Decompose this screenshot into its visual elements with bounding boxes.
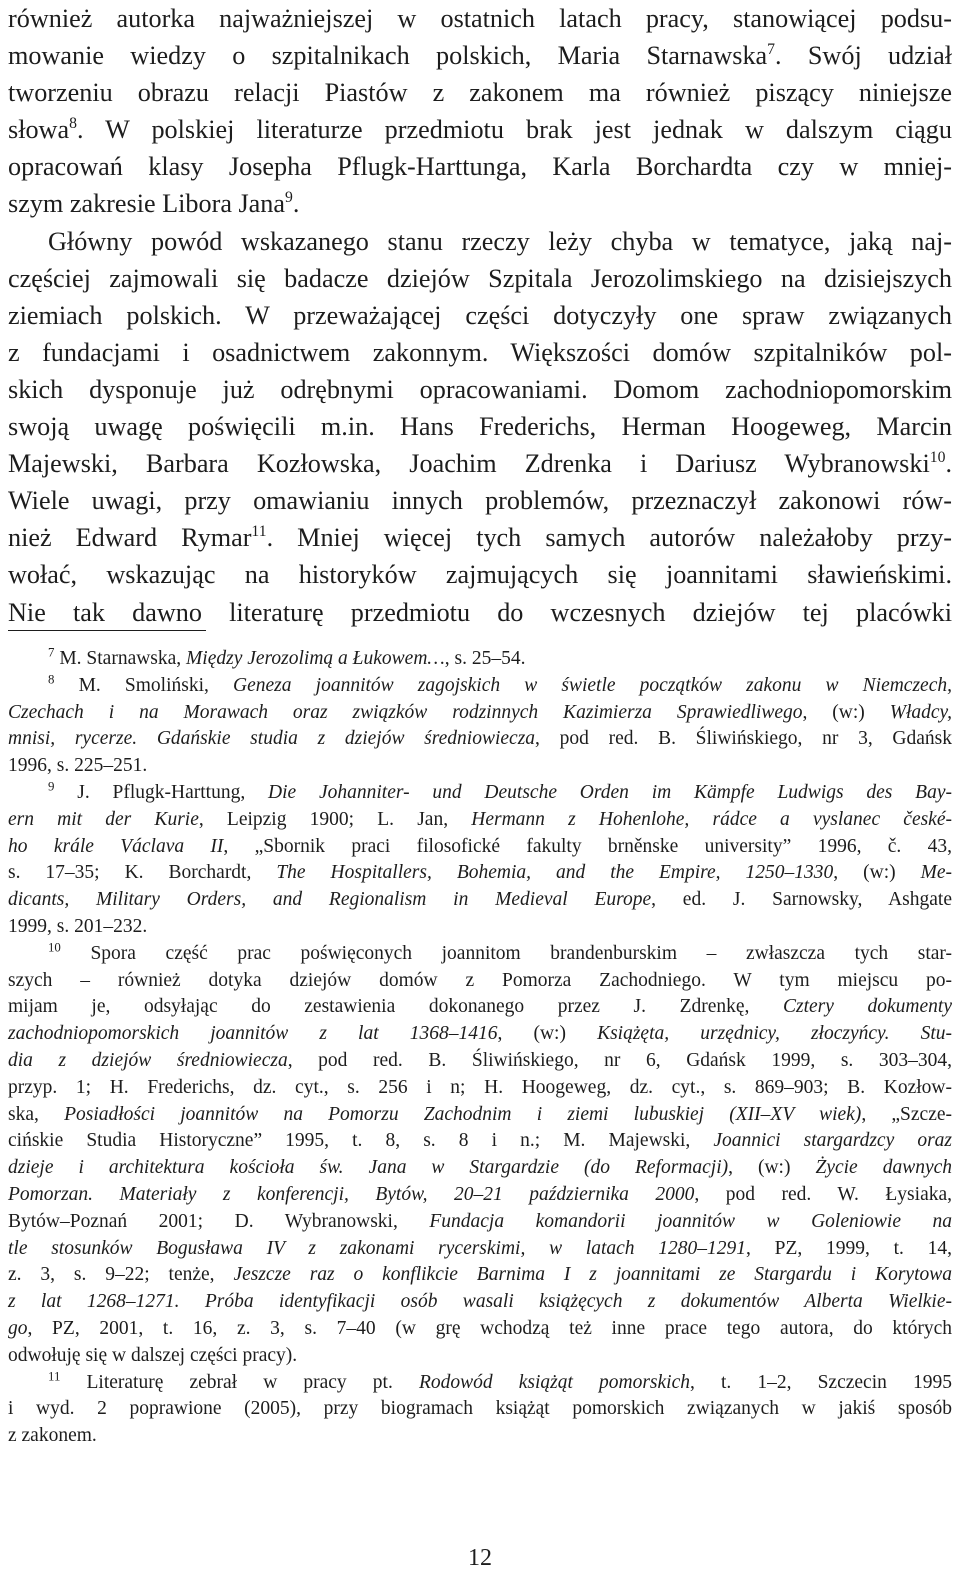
footnote-line: i wyd. 2 poprawione (2005), przy biogramach książąt pomorskich związanych w jakiś sposób: [8, 1398, 952, 1420]
footnote-reference: 10: [929, 448, 946, 466]
body-line: mowanie wiedzy o szpitalnikach polskich, Maria Starnawska$^7$. Swój udział: [8, 40, 952, 71]
body-line: Wiele uwagi, przy omawianiu innych problemów, przeznaczył zakonowi rów-: [8, 486, 952, 516]
footnote-line: zachodniopomorskich joannitów z lat 1368–1416, (w:) Książęta, urzędnicy, złoczyńcy. Stu-: [8, 1023, 952, 1045]
footnote-line: ho krále Václava II, „Sbornik praci filosofické fakulty brněnske university” 1996, č. 43,: [8, 835, 952, 857]
footnote-line: dia z dziejów średniowiecza, pod red. B. Śliwińskiego, nr 6, Gdańsk 1999, s. 303–304,: [8, 1049, 953, 1071]
footnote-line: 1996, s. 225–251.: [8, 755, 148, 777]
footnote-line: Pomorzan. Materiały z konferencji, Bytów, 20–21 października 2000, pod red. W. Łysiaka,: [8, 1183, 952, 1205]
footnote-line: odwołuję się w dalszej części pracy).: [8, 1344, 298, 1366]
body-line: wołać, wskazując na historyków zajmujących się joannitami sławieńskimi.: [8, 560, 952, 590]
footnote-line: dicants, Military Orders, and Regionalism in Medieval Europe, ed. J. Sarnowsky, Ashgate: [8, 889, 952, 911]
body-line: Nie tak dawno literaturę przedmiotu do wczesnych dziejów tej placówki: [8, 597, 952, 627]
footnote-line: mijam je, odsyłając do zestawienia dokonanego przez J. Zdrenkę, Cztery dokumenty: [8, 996, 952, 1018]
footnote-line: $^{10}$ Spora część prac poświęconych joannitom brandenburskim – zwłaszcza tych star-: [48, 940, 952, 964]
body-line: Majewski, Barbara Kozłowska, Joachim Zdrenka i Dariusz Wybranowski$^{10}$.: [8, 448, 952, 479]
footnote-line: z zakonem.: [8, 1425, 97, 1447]
footnote-line: z. 3, s. 9–22; tenże, Jeszcze raz o konflikcie Barnima I z joannitami ze Stargardu i Korytowa: [8, 1264, 952, 1286]
footnote-separator: [8, 630, 206, 631]
body-line: Główny powód wskazanego stanu rzeczy leży chyba w tematyce, jaką naj-: [48, 226, 952, 256]
body-line: słowa$^8$. W polskiej literaturze przedmiotu brak jest jednak w dalszym ciągu: [8, 114, 952, 145]
body-line: nież Edward Rymar$^{11}$. Mniej więcej tych samych autorów należałoby przy-: [8, 522, 953, 553]
footnote-reference: 7: [767, 40, 776, 58]
footnote-line: ern mit der Kurie, Leipzig 1900; L. Jan, Hermann z Hohenlohe, rádce a vyslanec české-: [8, 808, 952, 830]
footnote-line: cińskie Studia Historyczne” 1995, t. 8, s. 8 i n.; M. Majewski, Joannici stargardzcy oraz: [8, 1130, 952, 1152]
footnote-reference: 9: [285, 188, 293, 206]
body-line: szym zakresie Libora Jana$^9$.: [8, 188, 300, 219]
document-page: [8, 0, 952, 1582]
footnote-line: dzieje i architektura kościoła św. Jana w Stargardzie (do Reformacji), (w:) Życie dawnych: [8, 1157, 953, 1179]
footnotes: [8, 646, 952, 1450]
footnote-line: 1999, s. 201–232.: [8, 915, 148, 937]
body-line: częściej zajmowali się badacze dziejów Szpitala Jerozolimskiego na dzisiejszych: [8, 263, 952, 293]
footnote-line: Bytów–Poznań 2001; D. Wybranowski, Fundacja komandorii joannitów w Goleniowie na: [8, 1210, 952, 1232]
footnote-line: ska, Posiadłości joannitów na Pomorzu Zachodnim i ziemi lubuskiej (XII–XV wiek), „Szcze-: [8, 1103, 952, 1125]
body-line: tworzeniu obrazu relacji Piastów z zakonem ma również piszący niniejsze: [8, 78, 952, 108]
body-line: skich dysponuje już odrębnymi opracowaniami. Domom zachodniopomorskim: [8, 374, 952, 404]
page-number: 12: [468, 1545, 492, 1571]
main-text: [8, 0, 952, 631]
footnote-line: $^7$ M. Starnawska, Między Jerozolimą a Łukowem…, s. 25–54.: [48, 645, 526, 669]
body-line: swoją uwagę poświęcili m.in. Hans Frederichs, Herman Hoogeweg, Marcin: [8, 412, 952, 442]
footnote-line: z lat 1268–1271. Próba identyfikacji osób wasali książęcych z dokumentów Alberta Wielkie-: [8, 1291, 952, 1313]
footnote-line: $^8$ M. Smoliński, Geneza joannitów zagojskich w świetle początków zakonu w Niemczech,: [48, 672, 952, 696]
body-line: opracowań klasy Josepha Pflugk-Harttunga, Karla Borchardta czy w mniej-: [8, 152, 952, 182]
footnote-line: go, PZ, 2001, t. 16, z. 3, s. 7–40 (w grę wchodzą też inne prace tego autora, do których: [8, 1317, 952, 1339]
body-line: z fundacjami i osadnictwem zakonnym. Większości domów szpitalników pol-: [8, 337, 952, 367]
footnote-line: $^9$ J. Pflugk-Harttung, Die Johanniter- und Deutsche Orden im Kämpfe Ludwigs des Bay-: [48, 779, 952, 803]
body-line: ziemiach polskich. W przeważającej części dotyczyły one spraw związanych: [8, 300, 952, 330]
footnote-line: tle stosunków Bogusława IV z zakonami rycerskimi, w latach 1280–1291, PZ, 1999, t. 14,: [8, 1237, 952, 1259]
footnote-line: $^{11}$ Literaturę zebrał w pracy pt. Rodowód książąt pomorskich, t. 1–2, Szczecin 1995: [48, 1369, 952, 1393]
body-line: również autorka najważniejszej w ostatnich latach pracy, stanowiącej podsu-: [8, 4, 952, 33]
footnote-line: Czechach i na Morawach oraz związków rodzinnych Kazimierza Sprawiedliwego, (w:) Władcy,: [8, 701, 952, 723]
footnote-reference: 8: [69, 114, 77, 132]
footnote-line: szych – również dotyka dziejów domów z Pomorza Zachodniego. W tym miejscu po-: [8, 969, 952, 991]
footnote-line: mnisi, rycerze. Gdańskie studia z dziejów średniowiecza, pod red. B. Śliwińskiego, nr 3, Gdańsk: [8, 728, 952, 750]
footnote-line: przyp. 1; H. Frederichs, dz. cyt., s. 256 i n; H. Hoogeweg, dz. cyt., s. 869–903; B. Kozłow-: [8, 1076, 952, 1098]
footnote-line: s. 17–35; K. Borchardt, The Hospitallers, Bohemia, and the Empire, 1250–1330, (w:) Me-: [8, 862, 952, 884]
footnote-reference: 11: [251, 522, 267, 540]
